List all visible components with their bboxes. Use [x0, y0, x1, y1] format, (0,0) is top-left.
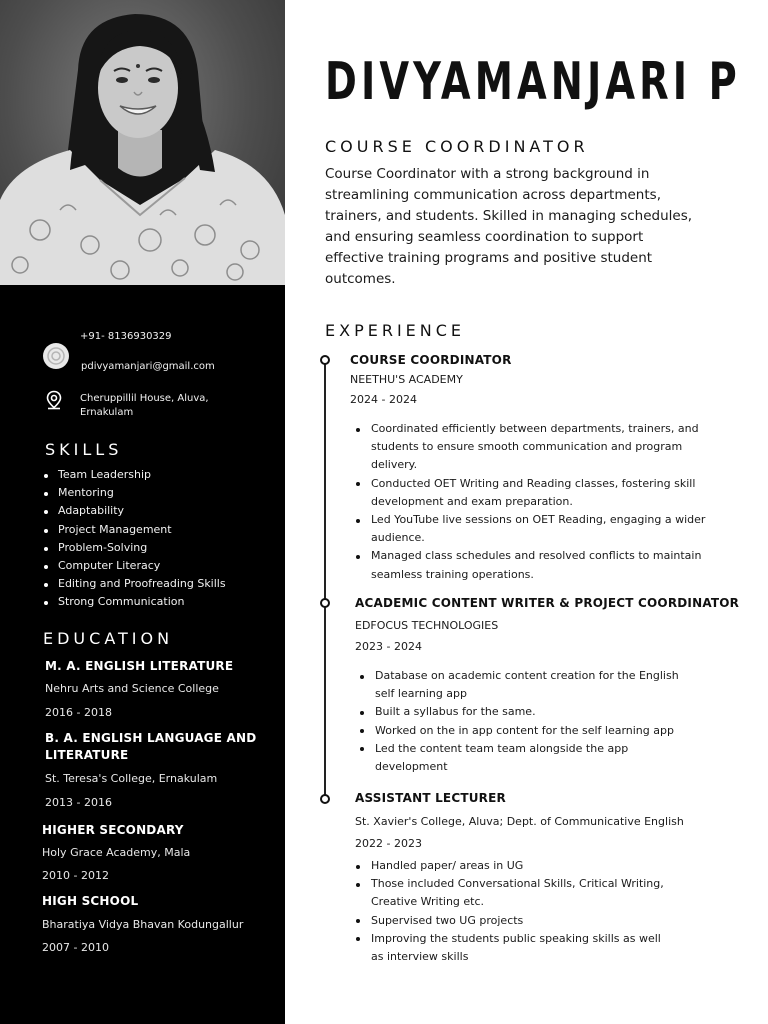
job-years: 2022 - 2023 — [355, 837, 422, 850]
bullet-item: Improving the students public speaking skills as well — [355, 930, 664, 948]
job-bullets — [359, 667, 679, 776]
email-icon — [42, 342, 70, 370]
job-title: ASSISTANT LECTURER — [355, 791, 506, 805]
education-years: 2007 - 2010 — [42, 941, 109, 954]
education-school: Nehru Arts and Science College — [45, 682, 219, 695]
timeline-dot — [320, 794, 330, 804]
timeline-dot — [320, 355, 330, 365]
education-years: 2013 - 2016 — [45, 796, 112, 809]
skill-item: Team Leadership — [42, 466, 226, 484]
job-bullets — [355, 420, 705, 584]
job-organization: St. Xavier's College, Aluva; Dept. of Communicative English — [355, 815, 684, 828]
education-degree: B. A. ENGLISH LANGUAGE AND LITERATURE — [45, 731, 257, 762]
bullet-item: Led YouTube live sessions on OET Reading, engaging a wider — [355, 511, 705, 529]
bullet-continuation: as interview skills — [371, 950, 469, 964]
bullet-item: Built a syllabus for the same. — [359, 703, 679, 721]
contact-address — [80, 392, 209, 420]
job-organization: EDFOCUS TECHNOLOGIES — [355, 619, 499, 632]
bullet-item: Those included Conversational Skills, Critical Writing, — [355, 875, 664, 893]
bullet-continuation: development and exam preparation. — [371, 494, 573, 508]
contact-address-row — [44, 390, 64, 410]
job-years: 2023 - 2024 — [355, 640, 422, 653]
location-pin-icon — [44, 390, 64, 410]
bullet-item: Worked on the in app content for the self learning app — [359, 722, 679, 740]
experience-heading: EXPERIENCE — [325, 321, 466, 340]
education-school: Holy Grace Academy, Mala — [42, 846, 191, 859]
timeline-dot — [320, 598, 330, 608]
bullet-item: Coordinated efficiently between departments, trainers, and — [355, 420, 705, 438]
profile-summary: Course Coordinator with a strong background in streamlining communication across departments, trainers, and students. Skilled in managing schedules, and ensuring seamless coordination to support effective training programs and positive student outcomes. — [325, 166, 693, 287]
job-role-title: COURSE COORDINATOR — [325, 137, 589, 156]
education-years: 2016 - 2018 — [45, 706, 112, 719]
education-degree: HIGHER SECONDARY — [42, 823, 184, 837]
skill-item: Adaptability — [42, 502, 226, 520]
bullet-item: Managed class schedules and resolved conflicts to maintain — [355, 547, 705, 565]
job-title: COURSE COORDINATOR — [350, 353, 512, 367]
contact-email[interactable] — [81, 360, 215, 374]
job-organization: NEETHU'S ACADEMY — [350, 373, 463, 386]
timeline-line — [324, 360, 326, 800]
skills-heading: SKILLS — [45, 440, 123, 459]
phone-text[interactable]: +91- 8136930329 — [80, 331, 172, 342]
education-school: St. Teresa's College, Ernakulam — [45, 772, 218, 785]
job-bullets — [355, 857, 664, 966]
skill-item: Strong Communication — [42, 593, 226, 611]
bullet-continuation: development — [375, 760, 448, 774]
bullet-continuation: audience. — [371, 531, 425, 545]
sidebar — [0, 0, 285, 1024]
address-line-2: Ernakulam — [80, 407, 134, 418]
education-degree: M. A. ENGLISH LITERATURE — [45, 659, 234, 673]
address-line-1: Cheruppillil House, Aluva, — [80, 393, 209, 404]
skill-item: Problem-Solving — [42, 539, 226, 557]
bullet-item: Handled paper/ areas in UG — [355, 857, 664, 875]
skill-item: Project Management — [42, 521, 226, 539]
contact-phone[interactable] — [80, 330, 172, 344]
email-text[interactable]: pdivyamanjari@gmail.com — [81, 361, 215, 372]
skill-item: Editing and Proofreading Skills — [42, 575, 226, 593]
education-heading: EDUCATION — [43, 629, 174, 648]
bullet-item: Led the content team team alongside the app — [359, 740, 679, 758]
skills-list — [42, 466, 226, 612]
bullet-continuation: delivery. — [371, 458, 418, 472]
bullet-item: Conducted OET Writing and Reading classes, fostering skill — [355, 475, 705, 493]
skill-item: Computer Literacy — [42, 557, 226, 575]
bullet-continuation: Creative Writing etc. — [371, 895, 485, 909]
bullet-item: Supervised two UG projects — [355, 912, 664, 930]
education-degree: HIGH SCHOOL — [42, 894, 139, 908]
education-school: Bharatiya Vidya Bhavan Kodungallur — [42, 918, 244, 931]
job-title: ACADEMIC CONTENT WRITER & PROJECT COORDINATOR — [355, 596, 740, 610]
bullet-continuation: self learning app — [375, 687, 468, 701]
job-years: 2024 - 2024 — [350, 393, 417, 406]
bullet-continuation: seamless training operations. — [371, 567, 534, 581]
contact-email-row — [42, 342, 70, 370]
skill-item: Mentoring — [42, 484, 226, 502]
education-years: 2010 - 2012 — [42, 869, 109, 882]
candidate-name: DIVYAMANJARI P — [325, 52, 741, 112]
bullet-continuation: students to ensure smooth communication and program — [371, 440, 683, 454]
bullet-item: Database on academic content creation for the English — [359, 667, 679, 685]
profile-photo — [0, 0, 285, 285]
